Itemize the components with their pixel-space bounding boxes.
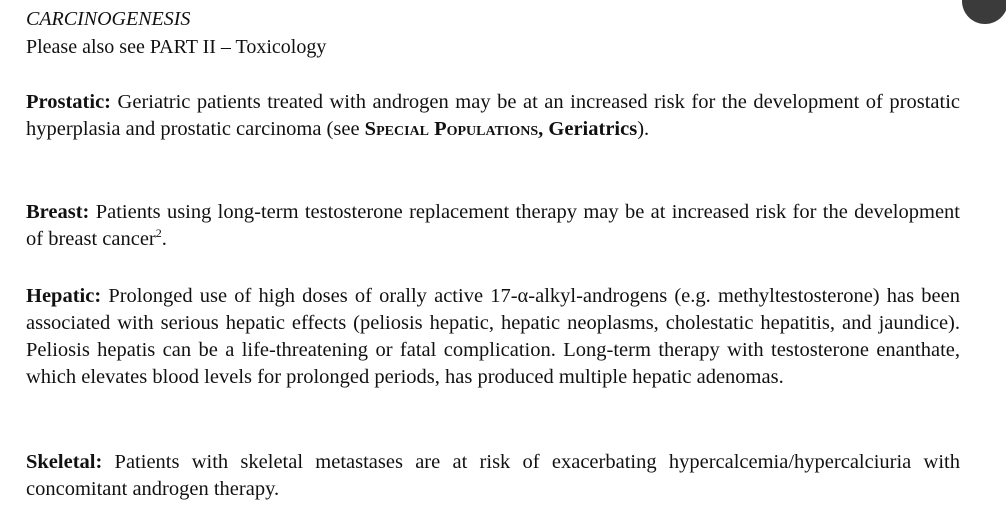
section-heading: CARCINOGENESIS [26,8,191,30]
skeletal-paragraph [26,449,960,503]
prostatic-paragraph [26,89,960,143]
prostatic-text: Geriatric patients treated with androgen may be at an increased risk for the development of prostatic hyperplasia and prostatic carcinoma (see [26,91,960,140]
reference-superscript: 2 [155,226,162,241]
breast-paragraph [26,199,960,253]
hepatic-text: Prolonged use of high doses of orally active 17-α-alkyl-androgens (e.g. methyltestosterone) has been associated with serious hepatic effects (peliosis hepatic, hepatic neoplasms, cholestatic hepatitis, and jaundice). Peliosis hepatis can be a life-threatening or fatal complication. Long-term therapy with testosterone enanthate, which elevates blood levels for prolonged periods, has produced multiple hepatic adenomas. [26,285,960,388]
skeletal-text: Patients with skeletal metastases are at risk of exacerbating hypercalcemia/hypercalciuria with concomitant androgen therapy. [26,451,960,500]
prostatic-text-end: ). [637,118,650,140]
prostatic-label: Prostatic: [26,91,112,113]
overlay-circle-button[interactable] [962,0,1006,24]
geriatrics-ref: Geriatrics [543,118,638,140]
skeletal-label: Skeletal: [26,451,103,473]
breast-label: Breast: [26,201,90,223]
see-also-note: Please also see PART II – Toxicology [26,36,327,58]
breast-text: Patients using long-term testosterone replacement therapy may be at increased risk for the development of breast cancer [26,201,960,250]
breast-text-end: . [161,228,167,250]
hepatic-paragraph [26,283,960,391]
hepatic-label: Hepatic: [26,285,102,307]
special-populations-ref: Special Populations, [364,118,544,140]
